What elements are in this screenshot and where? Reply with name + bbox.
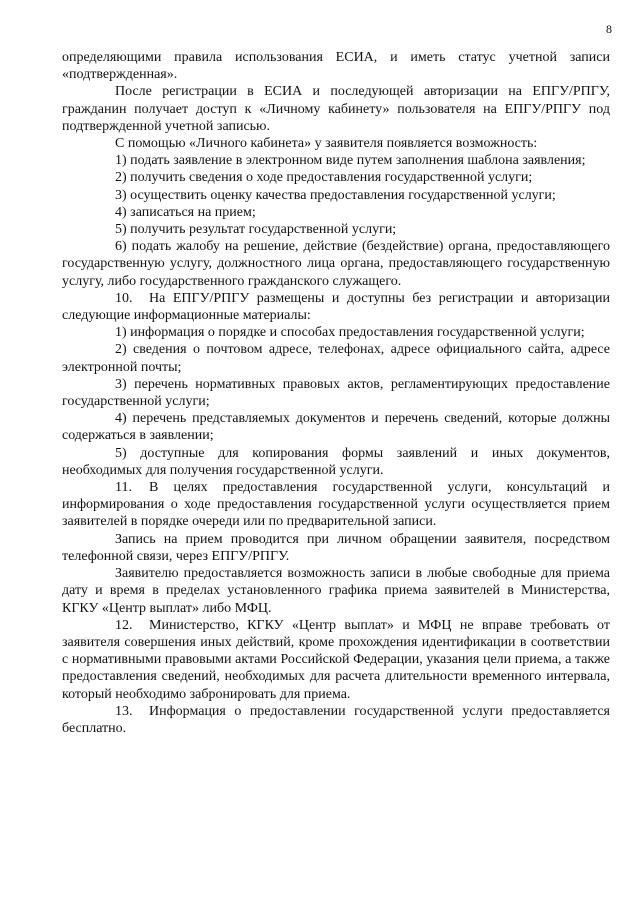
paragraph-text: После регистрации в ЕСИА и последующей авторизации на ЕПГУ/РПГУ, гражданин получает доступ к «Личному кабинету» пользователя на ЕПГУ/РПГУ под подтвержденной учетной записью. — [62, 84, 610, 134]
clause-number: 11. — [115, 480, 132, 496]
paragraph-text: 4) перечень представляемых документов и перечень сведений, которые должны содержаться в заявлении; — [62, 411, 610, 444]
paragraph — [62, 290, 610, 324]
paragraph — [62, 376, 610, 410]
paragraph — [62, 83, 610, 135]
paragraph — [62, 187, 610, 204]
paragraph-text: На ЕПГУ/РПГУ размещены и доступны без регистрации и авторизации следующие информационные материалы: — [62, 290, 610, 324]
paragraph — [62, 324, 610, 341]
paragraph-text: Заявителю предоставляется возможность записи в любые свободные для приема дату и время в пределах установленного графика приема заявителей в Министерства, КГКУ «Центр выплат» либо МФЦ. — [62, 566, 610, 616]
paragraph-text: Запись на прием проводится при личном обращении заявителя, посредством телефонной связи, через ЕПГУ/РПГУ. — [62, 531, 610, 564]
paragraph — [62, 49, 610, 83]
paragraph-text: 3) перечень нормативных правовых актов, регламентирующих предоставление государственной услуги; — [62, 376, 610, 410]
clause-number: 13. — [115, 703, 133, 719]
paragraph-text: В целях предоставления государственной услуги, консультаций и информирования о ходе предоставления государственной услуги осуществляется прием заявителей в порядке очереди или по предварительной записи. — [62, 480, 610, 530]
paragraph-text: 1) подать заявление в электронном виде путем заполнения шаблона заявления; — [115, 153, 586, 169]
paragraph — [62, 341, 610, 375]
paragraph-text: 5) доступные для копирования формы заявлений и иных документов, необходимых для получения государственной услуги. — [62, 445, 610, 478]
paragraph-text: определяющими правила использования ЕСИА, и иметь статус учетной записи «подтвержденная». — [62, 50, 610, 83]
document-body — [62, 49, 610, 737]
paragraph — [62, 221, 610, 238]
page-number: 8 — [606, 22, 612, 36]
paragraph-text: 5) получить результат государственной услуги; — [115, 222, 397, 238]
paragraph — [62, 169, 610, 186]
paragraph-text: 1) информация о порядке и способах предоставления государственной услуги; — [115, 325, 585, 341]
paragraph — [62, 617, 610, 703]
clause-number: 12. — [115, 617, 133, 633]
paragraph — [62, 565, 610, 617]
paragraph-text: 2) получить сведения о ходе предоставления государственной услуги; — [115, 170, 533, 186]
paragraph-text: 2) сведения о почтовом адресе, телефонах, адресе официального сайта, адресе электронной почты; — [62, 342, 610, 375]
paragraph — [62, 238, 610, 290]
paragraph-text: 6) подать жалобу на решение, действие (бездействие) органа, предоставляющего государственную услугу, должностного лица органа, предоставляющего государственную услугу, либо государственного гражданского служащего. — [62, 239, 610, 289]
paragraph-text: 3) осуществить оценку качества предоставления государственной услуги; — [115, 187, 556, 203]
paragraph — [62, 135, 610, 152]
paragraph — [62, 204, 610, 221]
paragraph — [62, 703, 610, 737]
paragraph-text: Министерство, КГКУ «Центр выплат» и МФЦ не вправе требовать от заявителя совершения иных действий, кроме прохождения идентификации в соответствии с нормативными правовыми актами Российской Федерации, указания цели приема, а также предоставления сведений, необходимых для расчета длительности временного интервала, который необходимо забронировать для приема. — [62, 617, 610, 702]
paragraph-text: С помощью «Личного кабинета» у заявителя появляется возможность: — [115, 136, 538, 152]
paragraph — [62, 531, 610, 565]
paragraph-text: 4) записаться на прием; — [115, 204, 256, 220]
paragraph — [62, 152, 610, 169]
paragraph — [62, 445, 610, 479]
paragraph — [62, 479, 610, 531]
paragraph-text: Информация о предоставлении государственной услуги предоставляется бесплатно. — [62, 703, 610, 736]
paragraph — [62, 410, 610, 444]
clause-number: 10. — [115, 290, 133, 306]
